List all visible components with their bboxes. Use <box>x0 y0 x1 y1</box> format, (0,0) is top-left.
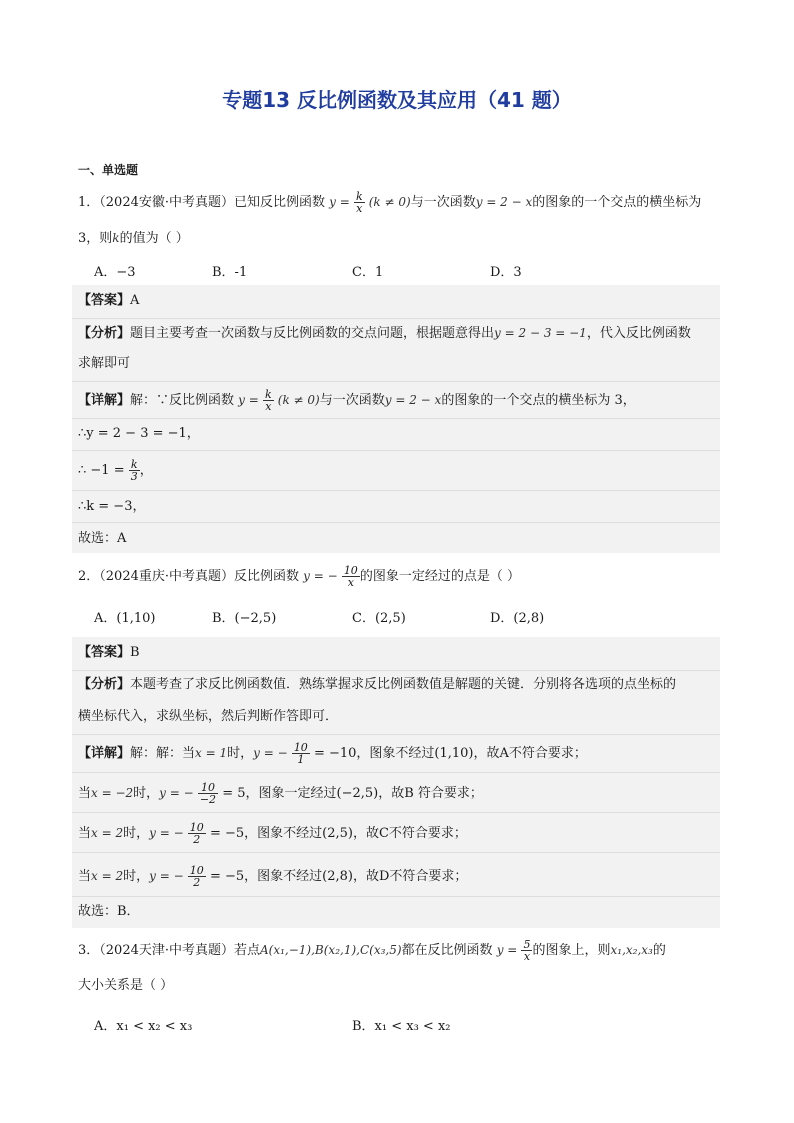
q1-step1: ∴y = 2 − 3 = −1， <box>78 426 200 441</box>
q1-step3: ∴k = −3， <box>78 499 146 514</box>
q1-analysis-line2: 求解即可 <box>78 356 131 371</box>
q2-detail-line3: 当x = 2时，y = − $\frac{10}{2}$ = −5，图象不经过(2,5)，故C不符合要求； <box>78 821 467 846</box>
q2-option-a: A．(1,10) <box>94 611 156 626</box>
page-title: 专题13 反比例函数及其应用（41 题） <box>222 88 572 112</box>
q2-answer: 【答案】B <box>78 645 140 660</box>
q1-option-c: C．1 <box>352 265 384 280</box>
q2-analysis-line1: 【分析】本题考查了求反比例函数值．熟练掌握求反比例函数值是解题的关键．分别将各选项的点坐标的 <box>78 677 677 692</box>
q2-stem: 2．（2024重庆·中考真题）反比例函数 y = − $\frac{10}{x}$ 的图象一定经过的点是（ ） <box>78 564 520 589</box>
q2-detail-line1: 【详解】解：解：当x = 1时，y = − $\frac{10}{1}$ = −10，图象不经过(1,10)，故A不符合要求； <box>78 741 587 766</box>
q1-step2: ∴ −1 = $\frac{k}{3}$ ， <box>78 458 153 483</box>
q1-answer: 【答案】A <box>78 293 140 308</box>
q2-analysis-line2: 横坐标代入，求纵坐标，然后判断作答即可． <box>78 709 339 724</box>
q1-stem-line2: 3，则k的值为（ ） <box>78 231 189 246</box>
q2-option-b: B．(−2,5) <box>212 611 277 626</box>
q1-choose: 故选：A <box>78 531 127 546</box>
q2-detail-line2: 当x = −2时，y = − $\frac{10}{-2}$ = 5，图象一定经过(−2,5)，故B 符合要求； <box>78 781 483 806</box>
q3-stem-line1: 3．（2024天津·中考真题）若点A(x₁,−1),B(x₂,1),C(x₃,5)都在反比例函数 y = $\frac{5}{x}$ 的图象上，则x₁,x₂,x₃的 <box>78 938 666 963</box>
q2-choose: 故选：B． <box>78 904 140 919</box>
q3-option-b: B．x₁ < x₃ < x₂ <box>352 1019 451 1034</box>
section-heading: 一、单选题 <box>78 163 139 177</box>
q1-option-a: A．−3 <box>94 265 136 280</box>
q1-option-b: B．-1 <box>212 265 248 280</box>
q3-option-a: A．x₁ < x₂ < x₃ <box>94 1019 193 1034</box>
q3-stem-line2: 大小关系是（ ） <box>78 978 174 993</box>
q1-option-d: D．3 <box>490 265 522 280</box>
q2-option-d: D．(2,8) <box>490 611 545 626</box>
q2-detail-line4: 当x = 2时，y = − $\frac{10}{2}$ = −5，图象不经过(2,8)，故D不符合要求； <box>78 864 468 889</box>
q1-stem-line1: 1．（2024安徽·中考真题）已知反比例函数 y = $\frac{k}{x}$ (k ≠ 0)与一次函数y = 2 − x的图象的一个交点的横坐标为 <box>78 190 702 215</box>
q2-option-c: C．(2,5) <box>352 611 406 626</box>
q1-detail-line1: 【详解】解：∵反比例函数 y = $\frac{k}{x}$ (k ≠ 0)与一次函数y = 2 − x的图象的一个交点的横坐标为 3， <box>78 388 636 413</box>
q1-fraction: $\frac{k}{x}$ <box>355 190 363 215</box>
q1-analysis-line1: 【分析】题目主要考查一次函数与反比例函数的交点问题，根据题意得出y = 2 − 3 = −1，代入反比例函数 <box>78 326 691 341</box>
